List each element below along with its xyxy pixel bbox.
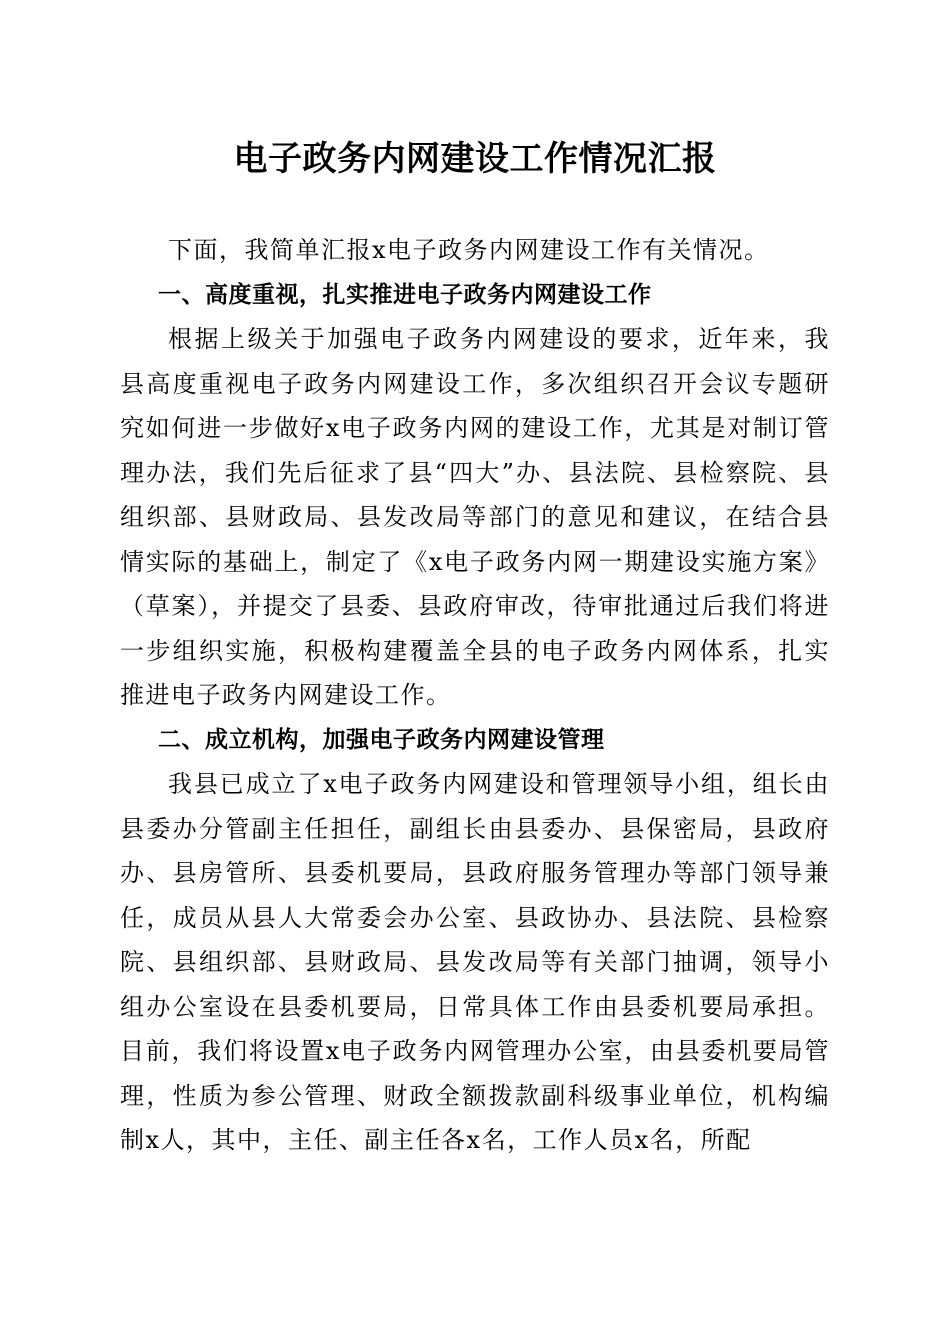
document-body [120, 228, 830, 1163]
section-1-heading: 一、高度重视，扎实推进电子政务内网建设工作 [158, 281, 652, 308]
section-1-paragraph: 根据上级关于加强电子政务内网建设的要求，近年来，我县高度重视电子政务内网建设工作，多次组织召开会议专题研究如何进一步做好x电子政务内网的建设工作，尤其是对制订管理办法，我们先后征求了县“四大”办、县法院、县检察院、县组织部、县财政局、县发改局等部门的意见和建议，在结合县情实际的基础上，制定了《x电子政务内网一期建设实施方案》（草案），并提交了县委、县政府审改，待审批通过后我们将进一步组织实施，积极构建覆盖全县的电子政务内网体系，扎实推进电子政务内网建设工作。 [120, 325, 830, 709]
section-2-paragraph: 我县已成立了x电子政务内网建设和管理领导小组，组长由县委办分管副主任担任，副组长由县委办、县保密局，县政府办、县房管所、县委机要局，县政府服务管理办等部门领导兼任，成员从县人大常委会办公室、县政协办、县法院、县检察院、县组织部、县财政局、县发改局等有关部门抽调，领导小组办公室设在县委机要局，日常具体工作由县委机要局承担。目前，我们将设置x电子政务内网管理办公室，由县委机要局管理，性质为参公管理、财政全额拨款副科级事业单位，机构编制x人，其中，主任、副主任各x名，工作人员x名，所配 [120, 770, 830, 1154]
document-title: 电子政务内网建设工作情况汇报 [233, 139, 717, 179]
section-2-heading: 二、成立机构，加强电子政务内网建设管理 [158, 726, 605, 753]
intro-paragraph: 下面，我简单汇报x电子政务内网建设工作有关情况。 [168, 236, 770, 264]
